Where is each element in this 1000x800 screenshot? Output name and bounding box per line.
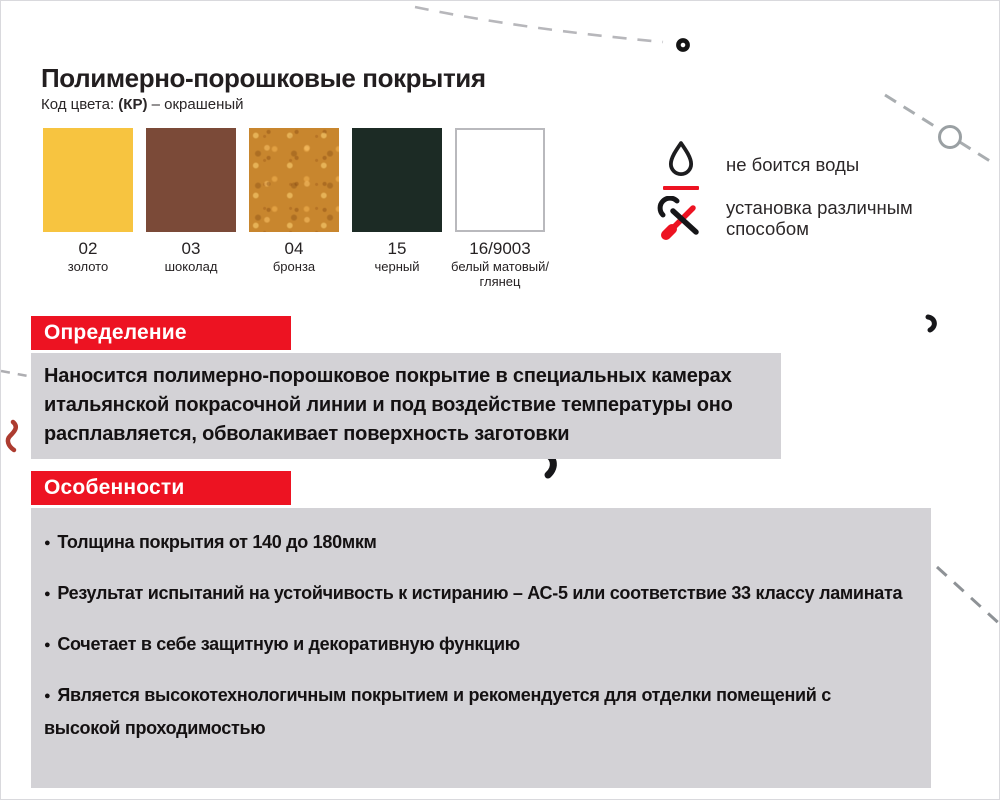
feature-item (44, 679, 909, 744)
color-swatch (43, 128, 133, 289)
color-swatch (146, 128, 236, 289)
swatch-name: белый матовый/глянец (451, 259, 549, 289)
bullet-icon: ● (44, 690, 51, 702)
swatch-code: 15 (387, 239, 407, 258)
feature-item (44, 628, 909, 661)
swatch-code: 03 (181, 239, 201, 258)
swatch-name: шоколад (164, 259, 218, 274)
donut-dot-top (678, 40, 687, 49)
feature-item (44, 577, 909, 610)
dashes-left (1, 371, 28, 376)
legend-label-installation: установка различным способом (726, 196, 913, 239)
dashed-curve-top (415, 7, 663, 42)
bullet-icon: ● (44, 639, 51, 651)
swatch-code: 16/9003 (469, 239, 531, 258)
subtitle-prefix: Код цвета: (41, 96, 119, 113)
black-crescent-right (928, 317, 934, 330)
swatch-name: золото (67, 259, 109, 274)
page-title: Полимерно-порошковые покрытия (41, 63, 486, 93)
feature-text: Толщина покрытия от 140 до 180мкм (57, 532, 377, 552)
feature-text: Сочетает в себе защитную и декоративную функцию (57, 634, 520, 654)
swatch-name: черный (374, 259, 420, 274)
section-heading-definition: Определение (31, 316, 291, 350)
bullet-icon: ● (44, 537, 51, 549)
definition-text: Наносится полимерно-порошковое покрытие в специальных камерах итальянской покрасочной линии и под воздействие температуры оно расплавляется, обволакивает поверхность заготовки (44, 365, 733, 445)
water-icon-wrap (656, 139, 706, 190)
legend-row-installation (656, 196, 976, 240)
color-swatch (352, 128, 442, 289)
properties-legend (656, 139, 976, 246)
color-swatch (249, 128, 339, 289)
swatch-tile (146, 128, 236, 232)
color-swatch-row (43, 128, 549, 289)
red-squiggle-left (8, 422, 16, 450)
swatch-code: 02 (78, 239, 98, 258)
swatch-code: 04 (284, 239, 304, 258)
feature-item (44, 526, 909, 559)
swatch-name: бронза (272, 259, 316, 274)
color-code-subtitle (41, 96, 244, 113)
feature-text: Результат испытаний на устойчивость к истиранию – АС-5 или соответствие 33 классу ламината (57, 583, 903, 603)
bullet-icon: ● (44, 588, 51, 600)
definition-text-block (31, 353, 781, 459)
tools-icon-wrap (656, 196, 706, 240)
swatch-tile (249, 128, 339, 232)
water-drop-icon (662, 139, 700, 183)
legend-row-water (656, 139, 976, 190)
section-heading-features: Особенности (31, 471, 291, 505)
subtitle-code: (КР) (118, 96, 148, 113)
wrench-screwdriver-icon (657, 196, 705, 240)
red-underline (663, 186, 699, 190)
features-list (44, 526, 909, 744)
legend-label-water: не боится воды (726, 153, 860, 175)
swatch-tile (352, 128, 442, 232)
dashed-line-mid-right (937, 567, 1000, 627)
swatch-tile (43, 128, 133, 232)
color-swatch (451, 128, 549, 289)
subtitle-suffix: – окрашеный (147, 96, 244, 113)
features-block (31, 508, 931, 788)
feature-text: Является высокотехнологичным покрытием и рекомендуется для отделки помещений с высокой проходимостью (44, 685, 831, 738)
swatch-tile (455, 128, 545, 232)
